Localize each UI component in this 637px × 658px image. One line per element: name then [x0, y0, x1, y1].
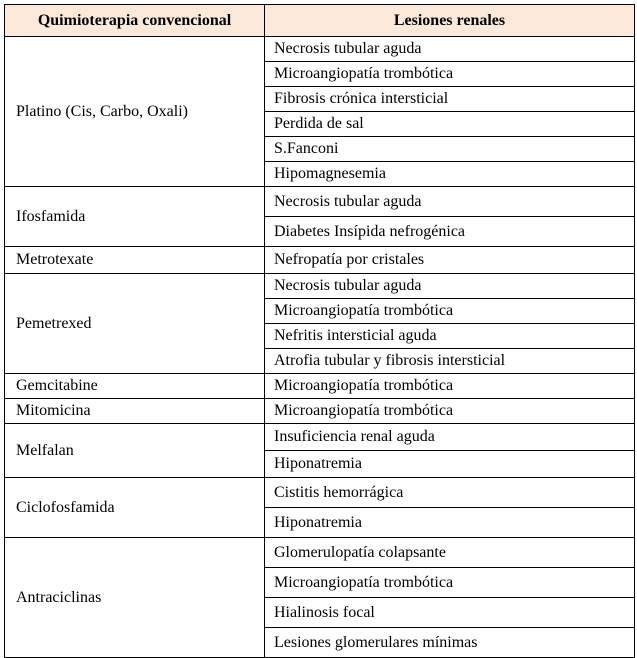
drug-cell: Ifosfamida [5, 187, 265, 247]
drug-cell: Antraciclinas [5, 538, 265, 658]
lesion-cell: Nefropatía por cristales [265, 247, 635, 274]
drug-cell: Gemcitabine [5, 374, 265, 399]
drug-cell: Mitomicina [5, 399, 265, 424]
lesion-cell: Cistitis hemorrágica [265, 478, 635, 508]
lesion-cell: Lesiones glomerulares mínimas [265, 628, 635, 658]
lesion-cell: Perdida de sal [265, 112, 635, 137]
table-row [5, 247, 635, 274]
lesion-cell: Fibrosis crónica intersticial [265, 87, 635, 112]
lesion-cell: Microangiopatía trombótica [265, 568, 635, 598]
chemo-renal-table [4, 4, 635, 658]
drug-cell: Metrotexate [5, 247, 265, 274]
table-row [5, 478, 635, 508]
table-row [5, 274, 635, 299]
table-row [5, 399, 635, 424]
header-row [5, 5, 635, 37]
lesion-cell: Hipomagnesemia [265, 162, 635, 187]
lesion-cell: Hiponatremia [265, 451, 635, 478]
lesion-cell: Microangiopatía trombótica [265, 374, 635, 399]
lesion-cell: Necrosis tubular aguda [265, 187, 635, 217]
lesion-cell: Diabetes Insípida nefrogénica [265, 217, 635, 247]
lesion-cell: Necrosis tubular aguda [265, 37, 635, 62]
lesion-cell: Atrofia tubular y fibrosis intersticial [265, 349, 635, 374]
table-row [5, 37, 635, 62]
table-row [5, 187, 635, 217]
lesion-cell: Nefritis intersticial aguda [265, 324, 635, 349]
lesion-cell: S.Fanconi [265, 137, 635, 162]
drug-cell: Pemetrexed [5, 274, 265, 374]
lesion-cell: Hiponatremia [265, 508, 635, 538]
drug-cell: Melfalan [5, 424, 265, 478]
table-row [5, 374, 635, 399]
table-body [5, 37, 635, 658]
drug-cell: Platino (Cis, Carbo, Oxali) [5, 37, 265, 187]
drug-cell: Ciclofosfamida [5, 478, 265, 538]
lesion-cell: Glomerulopatía colapsante [265, 538, 635, 568]
header-lesions: Lesiones renales [265, 5, 635, 37]
lesion-cell: Insuficiencia renal aguda [265, 424, 635, 451]
lesion-cell: Microangiopatía trombótica [265, 399, 635, 424]
lesion-cell: Microangiopatía trombótica [265, 299, 635, 324]
table-row [5, 424, 635, 451]
lesion-cell: Hialinosis focal [265, 598, 635, 628]
header-drug: Quimioterapia convencional [5, 5, 265, 37]
lesion-cell: Microangiopatía trombótica [265, 62, 635, 87]
table-row [5, 538, 635, 568]
lesion-cell: Necrosis tubular aguda [265, 274, 635, 299]
